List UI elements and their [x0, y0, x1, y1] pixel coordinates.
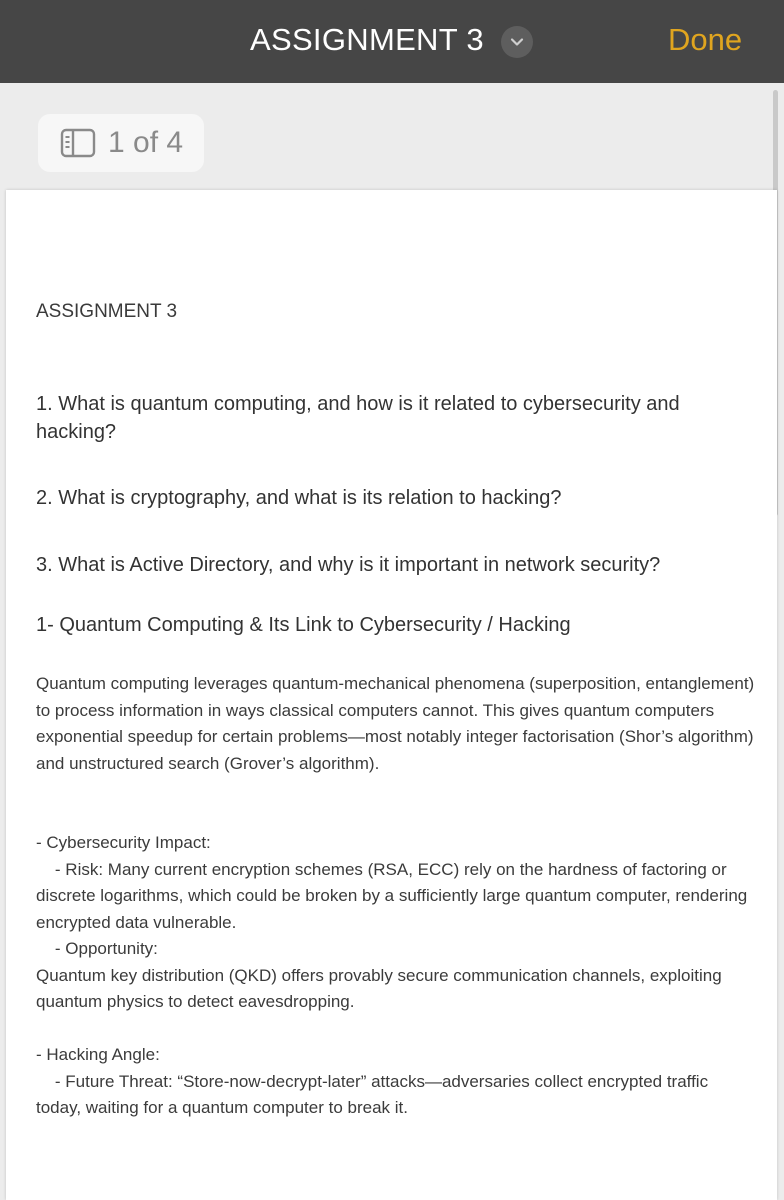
top-bar — [0, 0, 784, 83]
sidebar-icon — [60, 128, 96, 158]
title-menu-button[interactable] — [501, 26, 533, 58]
doc-heading: ASSIGNMENT 3 — [36, 301, 178, 322]
document-page — [6, 190, 777, 1200]
question-1: 1. What is quantum computing, and how is it related to cybersecurity and hacking? — [36, 393, 680, 443]
document-title[interactable]: ASSIGNMENT 3 — [250, 22, 484, 57]
page-indicator-button[interactable] — [38, 114, 204, 172]
question-2: 2. What is cryptography, and what is its relation to hacking? — [36, 487, 562, 509]
section-heading: 1- Quantum Computing & Its Link to Cybersecurity / Hacking — [36, 614, 571, 636]
chevron-down-icon — [509, 34, 525, 50]
question-3: 3. What is Active Directory, and why is it important in network security? — [36, 554, 661, 576]
page-indicator-label: 1 of 4 — [108, 126, 184, 159]
hacking-angle-block: - Hacking Angle: - Future Threat: “Store-now-decrypt-later” attacks—adversaries collect encrypted traffic today, waiting for a quantum computer to break it. — [36, 1045, 709, 1117]
cybersecurity-impact-block: - Cybersecurity Impact: - Risk: Many current encryption schemes (RSA, ECC) rely on the hardness of factoring or discrete logarithms, which could be broken by a sufficiently large quantum computer, rendering encrypted data vulnerable. - Opportunity: Quantum key distribution (QKD) offers provably secure communication channels, exploiting quantum physics to detect eavesdropping. — [36, 833, 748, 1011]
done-button[interactable]: Done — [668, 22, 743, 57]
intro-paragraph: Quantum computing leverages quantum-mechanical phenomena (superposition, entanglement) to process information in ways classical computers cannot. This gives quantum computers exponential speedup for certain problems—most notably integer factorisation (Shor’s algorithm) and unstructured search (Grover’s algorithm). — [36, 674, 759, 773]
